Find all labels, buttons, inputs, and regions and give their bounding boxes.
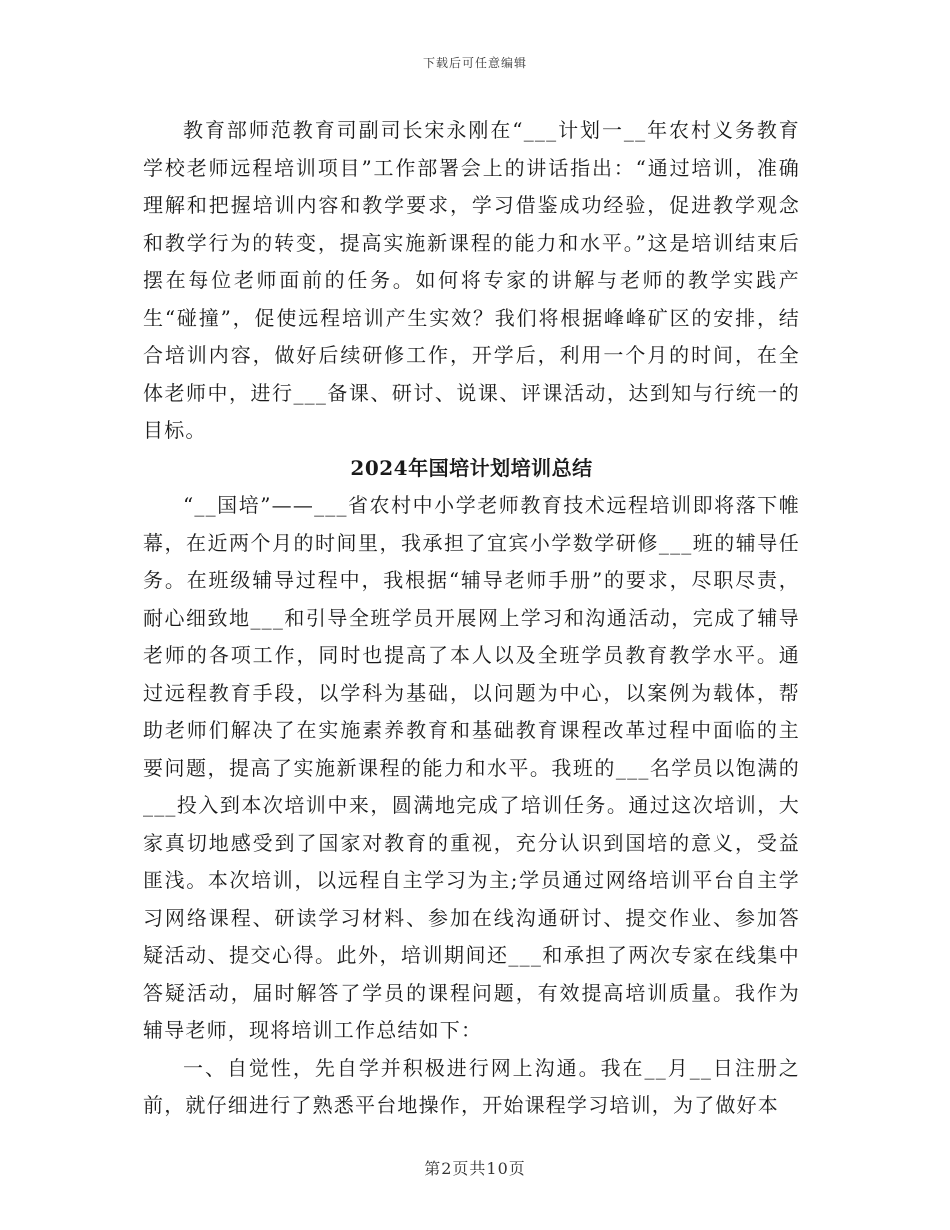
section-paragraph-2: 一、自觉性，先自学并积极进行网上沟通。我在__月__日注册之前，就仔细进行了熟悉平台地操作，开始课程学习培训，为了做好本 bbox=[143, 1055, 800, 1117]
page-header: 下载后可任意编辑 bbox=[422, 56, 527, 70]
intro-paragraph: 教育部师范教育司副司长宋永刚在“___计划一__年农村义务教育学校老师远程培训项目”工作部署会上的讲话指出：“通过培训，准确理解和把握培训内容和教学要求，学习借鉴成功经验，促进教学观念和教学行为的转变，提高实施新课程的能力和水平。”这是培训结束后摆在每位老师面前的任务。如何将专家的讲解与老师的教学实践产生“碰撞”，促使远程培训产生实效？我们将根据峰峰矿区的安排，结合培训内容，做好后续研修工作，开学后，利用一个月的时间，在全体老师中，进行___备课、研讨、说课、评课活动，达到知与行统一的目标。 bbox=[143, 118, 800, 442]
document-body bbox=[143, 112, 800, 1125]
page-number: 第2页共10页 bbox=[424, 1159, 526, 1178]
section-title: 2024年国培计划培训总结 bbox=[350, 455, 593, 480]
section-paragraph-1: “__国培”——___省农村中小学老师教育技术远程培训即将落下帷幕，在近两个月的时间里，我承担了宜宾小学数学研修___班的辅导任务。在班级辅导过程中，我根据“辅导老师手册”的要求，尽职尽责，耐心细致地___和引导全班学员开展网上学习和沟通活动，完成了辅导老师的各项工作，同时也提高了本人以及全班学员教育教学水平。通过远程教育手段，以学科为基础，以问题为中心，以案例为载体，帮助老师们解决了在实施素养教育和基础教育课程改革过程中面临的主要问题，提高了实施新课程的能力和水平。我班的___名学员以饱满的___投入到本次培训中来，圆满地完成了培训任务。通过这次培训，大家真切地感受到了国家对教育的重视，充分认识到国培的意义，受益匪浅。本次培训，以远程自主学习为主;学员通过网络培训平台自主学习网络课程、研读学习材料、参加在线沟通研讨、提交作业、参加答疑活动、提交心得。此外，培训期间还___和承担了两次专家在线集中答疑活动，届时解答了学员的课程问题，有效提高培训质量。我作为辅导老师，现将培训工作总结如下： bbox=[143, 493, 800, 1042]
